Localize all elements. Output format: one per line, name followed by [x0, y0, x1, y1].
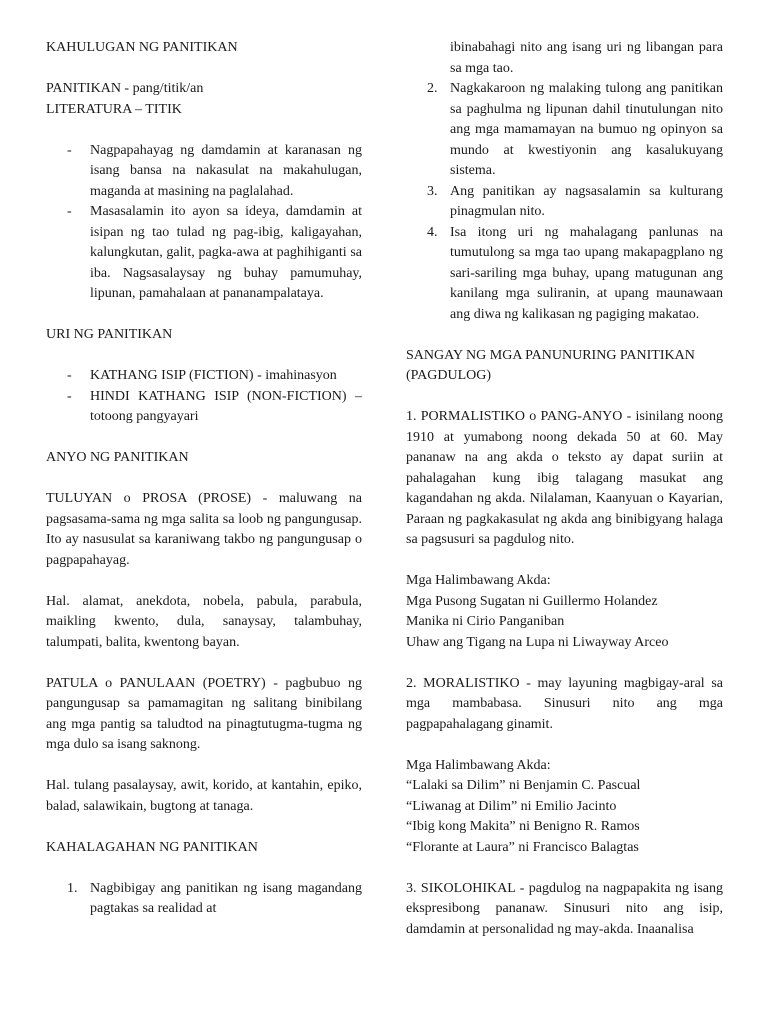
paragraph-tuluyan: TULUYAN o PROSA (PROSE) - maluwang na pagsasama-sama ng mga salita sa loob ng pangungusap. Ito ay nasusulat sa karaniwang takbo ng pangungusap o pagpapahayag.: [46, 491, 362, 568]
list-number: 4.: [427, 224, 438, 240]
example-work: Mga Pusong Sugatan ni Guillermo Holandez: [406, 593, 658, 609]
list-item: 1. Nagbibigay ang panitikan ng isang magandang pagtakas sa realidad at: [67, 880, 362, 916]
list-item-text: Masasalamin ito ayon sa ideya, damdamin at isipan ng tao tulad ng pag-ibig, kaligayahan, kalungkutan, galit, pagka-awa at paghihiganti sa iba. Nagsasalaysay ng buhay pamumuhay, lipunan, pamahalaan at pananampalataya.: [90, 204, 362, 301]
example-work: “Ibig kong Makita” ni Benigno R. Ramos: [406, 819, 640, 834]
list-item: - Nagpapahayag ng damdamin at karanasan ng isang bansa na nakasulat na makahulugan, maganda at masining na paglalahad.: [67, 142, 362, 199]
list-item-text: Nagbibigay ang panitikan ng isang magandang pagtakas sa realidad at: [90, 880, 362, 916]
kahalagahan-list-start: [46, 879, 362, 920]
example-work: “Florante at Laura” ni Francisco Balagtas: [406, 839, 639, 855]
right-column: [406, 38, 723, 940]
section-title-uri: URI NG PANITIKAN: [46, 327, 173, 342]
list-item: [406, 223, 723, 326]
meaning-list: [46, 141, 362, 305]
list-item: [406, 182, 723, 223]
list-number: 2.: [427, 81, 438, 96]
paragraph-tuluyan-examples: Hal. alamat, anekdota, nobela, pabula, parabula, maikling kwento, dula, sanaysay, talambuhay, talumpati, balita, kwentong bayan.: [46, 593, 362, 650]
example-work: Uhaw ang Tigang na Lupa ni Liwayway Arceo: [406, 634, 669, 650]
examples-label: Mga Halimbawang Akda:: [406, 757, 551, 773]
example-work: “Lalaki sa Dilim” ni Benjamin C. Pascual: [406, 778, 641, 793]
definition-literatura: LITERATURA – TITIK: [46, 101, 182, 117]
paragraph-pormalistiko: 1. PORMALISTIKO o PANG-ANYO - isinilang noong 1910 at yumabong noong dekada 50 at 60. May pananaw na ang akda o teksto ay dapat suriin at pahalagahan kung ibig talagang masukat ang kagandahan ng akda. Nilalaman, Kaanyuan o Kayarian, Paraan ng pagkakasulat ng akda ang binibigyang halaga sa pagsusuri sa pagdulog nito.: [406, 409, 723, 547]
list-item-text: Nagkakaroon ng malaking tulong ang panitikan sa paghulma ng lipunan dahil tinutulungan nito ang mga mamamayan na bumuo ng opinyon sa mundo at kwestiyonin ang kasalukuyang sistema.: [450, 81, 723, 178]
uri-list: [46, 366, 362, 428]
kahalagahan-list-cont: [406, 38, 723, 325]
paragraph-moralistiko: 2. MORALISTIKO - may layuning magbigay-aral sa mga mambabasa. Sinusuri nito ang mga pagpapahalagang ginamit.: [406, 675, 723, 732]
list-item-continuation: [406, 38, 723, 79]
paragraph-sikolohikal: 3. SIKOLOHIKAL - pagdulog na nagpapakita ng isang ekspresibong pananaw. Sinusuri nito ang isip, damdamin at personalidad ng may-akda. Inaanalisa: [406, 880, 723, 937]
definition-panitikan: PANITIKAN - pang/titik/an: [46, 81, 204, 96]
section-title-kahulugan: KAHULUGAN NG PANITIKAN: [46, 40, 238, 55]
list-item: - HINDI KATHANG ISIP (NON-FICTION) – totoong pangyayari: [67, 388, 362, 424]
examples-label: Mga Halimbawang Akda:: [406, 573, 551, 588]
left-column: [46, 38, 362, 920]
example-work: Manika ni Cirio Panganiban: [406, 614, 565, 629]
section-title-kahalagahan: KAHALAGAHAN NG PANITIKAN: [46, 839, 258, 855]
list-item-text: Nagpapahayag ng damdamin at karanasan ng isang bansa na nakasulat na makahulugan, maganda at masining na paglalahad.: [90, 142, 362, 199]
list-item-text: Isa itong uri ng mahalagang panlunas na tumutulong sa mga tao upang makapagplano ng sari-sariling mga buhay, upang matugunan ang kanilang mga suliranin, at upang maunawaan ang diwa ng kalikasan ng pagiging makatao.: [450, 224, 723, 322]
list-item-text: KATHANG ISIP (FICTION) - imahinasyon: [90, 368, 337, 383]
example-work: “Liwanag at Dilim” ni Emilio Jacinto: [406, 798, 617, 814]
section-title-anyo: ANYO NG PANITIKAN: [46, 450, 189, 465]
list-item: - Masasalamin ito ayon sa ideya, damdamin at isipan ng tao tulad ng pag-ibig, kaligayahan, kalungkutan, galit, pagka-awa at paghihiganti sa iba. Nagsasalaysay ng buhay pamumuhay, lipunan, pamahalaan at pananampalataya.: [67, 204, 362, 301]
list-item: [406, 79, 723, 182]
section-title-sangay: SANGAY NG MGA PANUNURING PANITIKAN (PAGDULOG): [406, 347, 695, 383]
list-item: - KATHANG ISIP (FICTION) - imahinasyon: [67, 368, 337, 383]
list-item-text: Ang panitikan ay nagsasalamin sa kulturang pinagmulan nito.: [450, 183, 723, 219]
list-item-text: ibinabahagi nito ang isang uri ng libangan para sa mga tao.: [450, 40, 723, 76]
list-number: 3.: [427, 183, 438, 199]
paragraph-patula: PATULA o PANULAAN (POETRY) - pagbubuo ng pangungusap sa pamamagitan ng salitang binibilang ang mga pantig sa taludtod na pinagtutugma-tugma ng mga dulo sa isang saknong.: [46, 675, 362, 752]
paragraph-patula-examples: Hal. tulang pasalaysay, awit, korido, at kantahin, epiko, balad, salawikain, bugtong at tanaga.: [46, 778, 362, 814]
list-item-text: HINDI KATHANG ISIP (NON-FICTION) – totoong pangyayari: [90, 388, 362, 424]
